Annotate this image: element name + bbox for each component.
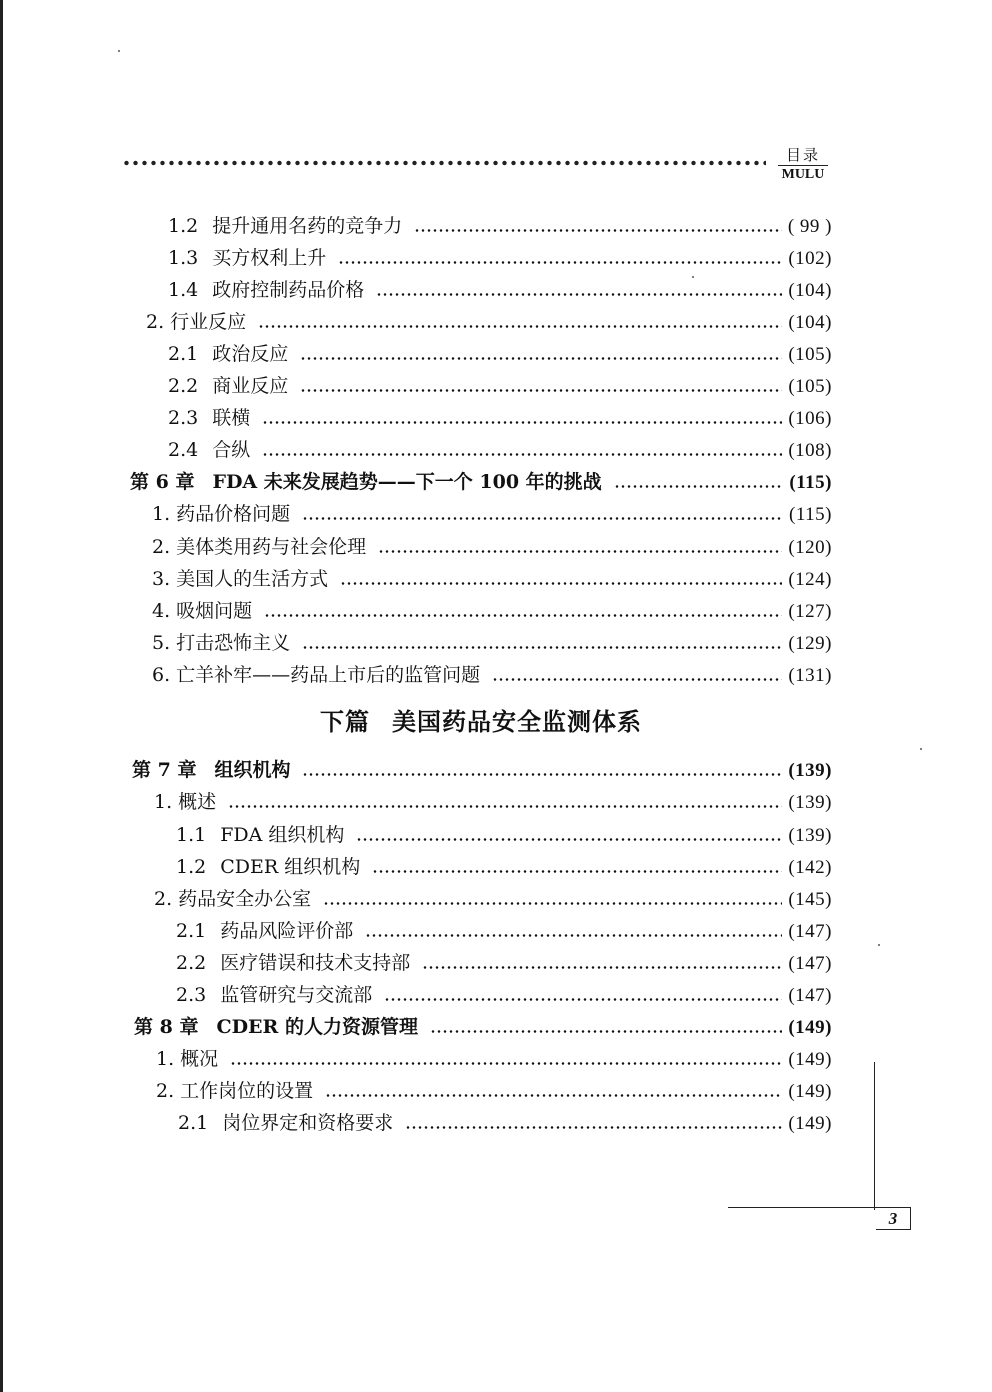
dot-leader [422,966,782,969]
entry-number: 2.1 [168,343,199,365]
entry-number: 1. [152,503,171,525]
chapter-number: 第 6 章 [130,471,195,493]
entry-page: (147) [788,921,832,942]
entry-page: (139) [788,825,832,846]
entry-page: (120) [788,537,832,558]
entry-page: (147) [788,985,832,1006]
entry-title: 联横 [212,407,251,429]
entry-title: 合纵 [212,439,251,461]
entry-number: 1.1 [176,824,207,846]
page-corner-vertical-rule [874,1062,875,1210]
toc-entry[interactable] [154,887,832,912]
entry-page: (127) [788,601,832,622]
toc-entry[interactable] [156,1079,832,1104]
entry-page: ( 99 ) [787,216,832,237]
entry-page: (104) [788,312,832,333]
entry-number: 1.3 [168,247,199,269]
entry-title: 提升通用名药的竞争力 [212,215,403,237]
entry-page: (106) [788,408,832,429]
entry-title: 美国人的生活方式 [176,568,329,590]
entry-number: 2. [154,888,173,910]
toc-chapter-entry[interactable] [134,1015,832,1040]
entry-number: 2. [156,1080,175,1102]
chapter-number: 第 7 章 [132,759,197,781]
header-title-cn: 目录 [778,146,828,166]
entry-page: (124) [788,569,832,590]
entry-number: 5. [152,632,171,654]
entry-page: (142) [788,857,832,878]
entry-title: 打击恐怖主义 [176,632,291,654]
entry-number: 4. [152,600,171,622]
dot-leader [372,870,782,873]
entry-title: 商业反应 [212,375,289,397]
entry-title: 买方权利上升 [212,247,327,269]
dot-leader [230,1062,782,1065]
entry-number: 2.3 [176,984,207,1006]
entry-number: 2.2 [176,952,207,974]
entry-title: 美体类用药与社会伦理 [176,536,367,558]
entry-number: 2. [152,536,171,558]
page-corner-horizontal-rule [728,1207,878,1208]
header-title-en: MULU [781,167,825,182]
entry-page: (139) [788,792,832,813]
entry-title: 工作岗位的设置 [180,1080,314,1102]
entry-number: 1.2 [176,856,207,878]
entry-page: (102) [788,248,832,269]
entry-title: 行业反应 [170,311,247,333]
entry-page: (131) [788,665,832,686]
entry-page: (108) [788,440,832,461]
entry-number: 2. [146,311,165,333]
entry-title: 监管研究与交流部 [220,984,373,1006]
entry-title: CDER 组织机构 [220,856,361,878]
entry-title: 亡羊补牢——药品上市后的监管问题 [176,664,481,686]
dot-leader [430,1030,782,1033]
entry-title: 岗位界定和资格要求 [222,1112,394,1134]
entry-page: (149) [788,1113,832,1134]
entry-title: FDA 组织机构 [220,824,345,846]
entry-title: 概述 [178,791,217,813]
entry-page: (139) [788,760,832,781]
dot-leader [365,934,782,937]
dot-leader [356,838,782,841]
chapter-title: FDA 未来发展趋势——下一个 100 年的挑战 [212,471,602,493]
entry-page: (129) [788,633,832,654]
toc-entry[interactable] [154,790,832,815]
entry-page: (149) [788,1017,832,1038]
entry-number: 2.1 [178,1112,209,1134]
entry-title: 政治反应 [212,343,289,365]
entry-title: 医疗错误和技术支持部 [220,952,411,974]
entry-page: (105) [788,376,832,397]
entry-title: 药品风险评价部 [220,920,354,942]
entry-page: (105) [788,344,832,365]
toc-entry[interactable] [176,823,832,848]
dot-leader [325,1094,782,1097]
entry-number: 1. [156,1048,175,1070]
toc-entry[interactable] [176,983,832,1008]
entry-number: 6. [152,664,171,686]
page-number: 3 [876,1207,911,1230]
entry-title: 吸烟问题 [176,600,253,622]
dot-leader [302,773,782,776]
entry-page: (147) [788,953,832,974]
entry-number: 1.4 [168,279,199,301]
part-title: 美国药品安全监测体系 [392,707,642,736]
entry-number: 3. [152,568,171,590]
dot-leader [405,1126,782,1129]
entry-number: 2.2 [168,375,199,397]
dot-leader [384,998,782,1001]
dot-leader [228,805,782,808]
entry-number: 2.3 [168,407,199,429]
entry-title: 概况 [180,1048,219,1070]
entry-title: 药品价格问题 [176,503,291,525]
chapter-title: CDER 的人力资源管理 [216,1016,418,1038]
entry-page: (149) [788,1081,832,1102]
chapter-title: 组织机构 [214,759,291,781]
entry-title: 政府控制药品价格 [212,279,365,301]
entry-number: 1. [154,791,173,813]
entry-number: 2.1 [176,920,207,942]
toc-entry[interactable] [178,1111,832,1136]
part-label: 下篇 [320,707,370,736]
dot-leader [323,902,782,905]
entry-title: 药品安全办公室 [178,888,312,910]
toc-chapter-entry[interactable] [132,758,832,783]
entry-number: 1.2 [168,215,199,237]
entry-page: (115) [789,504,832,525]
entry-number: 2.4 [168,439,199,461]
toc-entry[interactable] [176,855,832,880]
toc-entry[interactable] [176,951,832,976]
chapter-number: 第 8 章 [134,1016,199,1038]
entry-page: (149) [788,1049,832,1070]
entry-page: (104) [788,280,832,301]
toc-entry[interactable] [176,919,832,944]
toc-entry[interactable] [156,1047,832,1072]
entry-page: (145) [788,889,832,910]
entry-page: (115) [789,472,832,493]
